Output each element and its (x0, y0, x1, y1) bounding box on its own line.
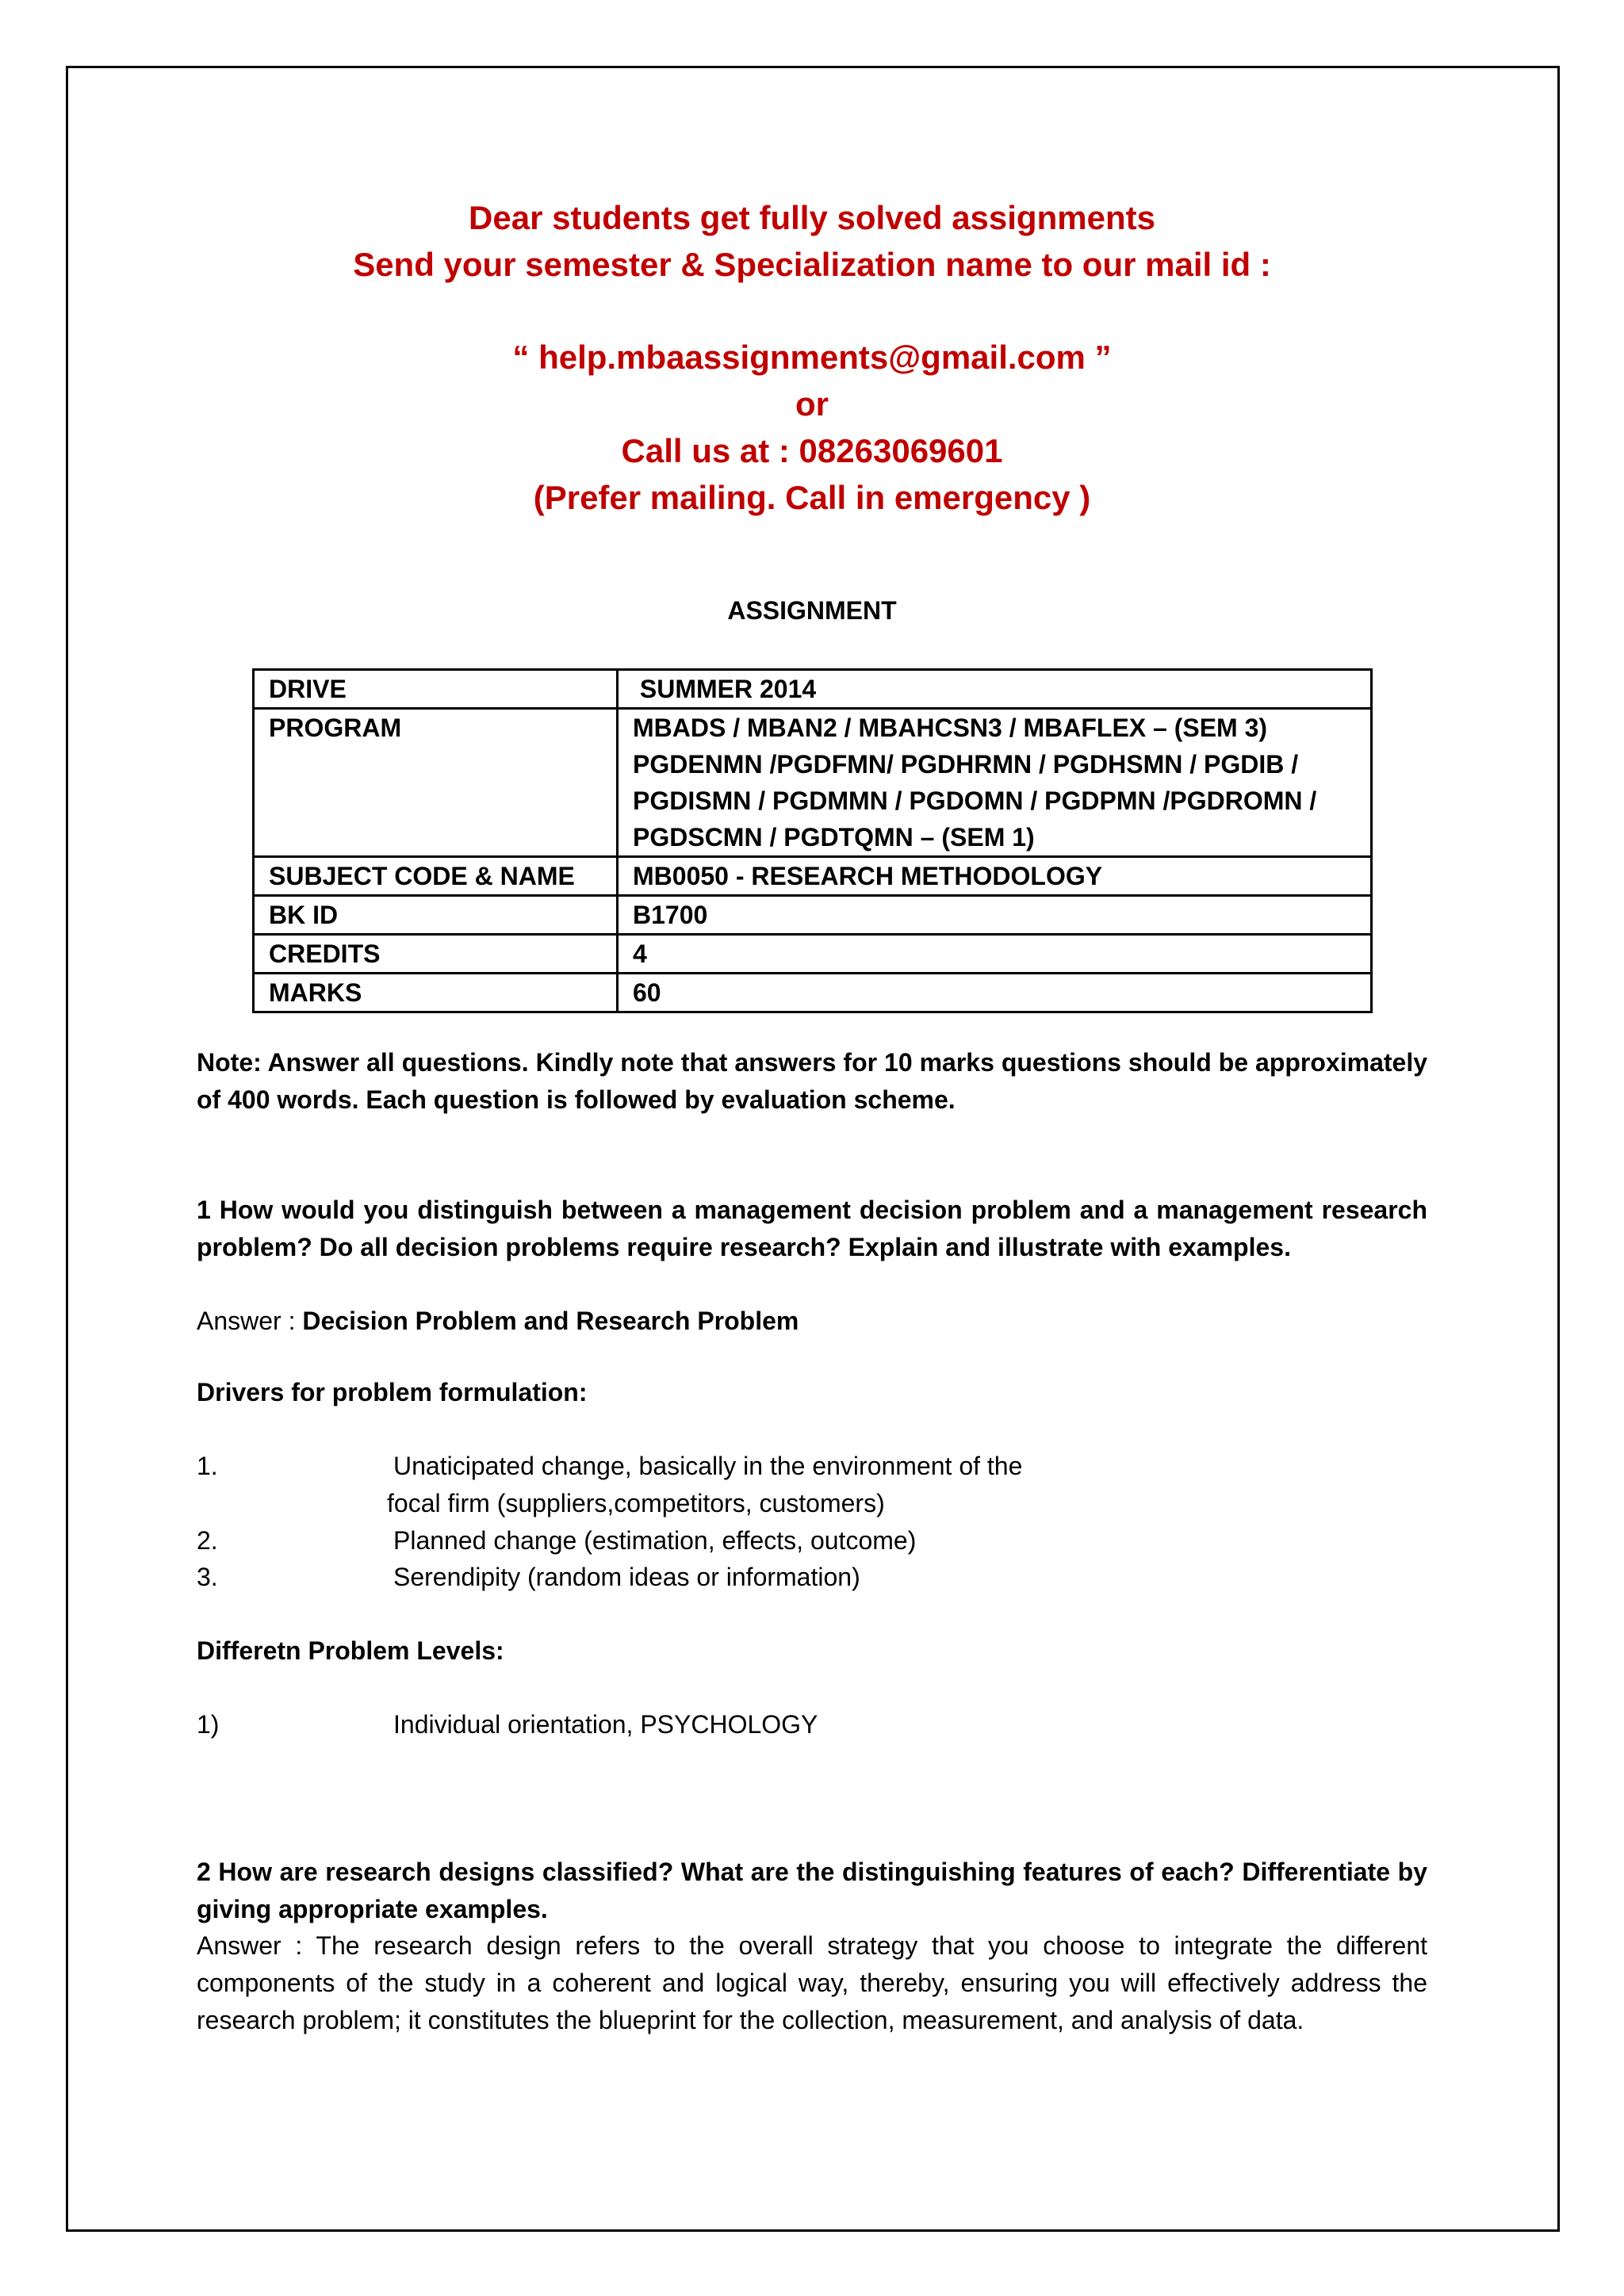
promo-email: “ help.mbaassignments@gmail.com ” (512, 339, 1112, 376)
row-label: BK ID (254, 896, 618, 935)
row-label: CREDITS (254, 935, 618, 974)
driver-text: Serendipity (random ideas or information) (393, 1563, 860, 1591)
note-paragraph: Note: Answer all questions. Kindly note that answers for 10 marks questions should be approximately of 400 words. Each question is followed by evaluation scheme. (197, 1048, 1427, 1114)
answer-2: Answer : The research design refers to the overall strategy that you choose to integrate the different components of the study in a coherent and logical way, thereby, ensuring you will effectively address the research problem; it constitutes the blueprint for the collection, measurement, and analysis of data. (197, 1931, 1427, 2034)
answer-label: Answer : (197, 1307, 303, 1335)
driver-text: Unaticipated change, basically in the environment of the (393, 1452, 1023, 1480)
driver-text-continued: focal firm (suppliers,competitors, customers) (387, 1489, 885, 1517)
level-number: 1) (197, 1710, 220, 1739)
row-label: SUBJECT CODE & NAME (254, 857, 618, 896)
row-value: MB0050 - RESEARCH METHODOLOGY (618, 857, 1372, 896)
driver-number: 1. (197, 1452, 218, 1480)
promo-prefer: (Prefer mailing. Call in emergency ) (533, 479, 1091, 516)
table-row (254, 896, 1372, 935)
row-value: 60 (618, 974, 1372, 1012)
promo-line-2: Send your semester & Specialization name to our mail id : (353, 246, 1271, 283)
driver-number: 3. (197, 1563, 218, 1591)
row-value: 4 (618, 935, 1372, 974)
row-label: PROGRAM (254, 709, 618, 857)
row-label: DRIVE (254, 670, 618, 709)
table-row (254, 709, 1372, 857)
driver-text: Planned change (estimation, effects, outcome) (393, 1526, 917, 1555)
row-label: MARKS (254, 974, 618, 1012)
level-text: Individual orientation, PSYCHOLOGY (393, 1710, 818, 1739)
question-1: 1 How would you distinguish between a management decision problem and a management research problem? Do all decision problems require research? Explain and illustrate with examples. (197, 1196, 1427, 1261)
question-2: 2 How are research designs classified? What are the distinguishing features of each? Differentiate by giving appropriate examples. (197, 1858, 1427, 1923)
row-value: SUMMER 2014 (618, 670, 1372, 709)
assignment-info-table (252, 668, 1373, 1013)
answer-title: Decision Problem and Research Problem (302, 1307, 799, 1335)
levels-heading: Differetn Problem Levels: (197, 1636, 504, 1665)
promo-call: Call us at : 08263069601 (621, 432, 1003, 469)
driver-number: 2. (197, 1526, 218, 1555)
promo-or: or (795, 385, 829, 423)
drivers-heading: Drivers for problem formulation: (197, 1378, 588, 1406)
assignment-heading: ASSIGNMENT (727, 596, 897, 625)
answer-1-heading (197, 1303, 1427, 1340)
row-value: MBADS / MBAN2 / MBAHCSN3 / MBAFLEX – (SEM 3) PGDENMN /PGDFMN/ PGDHRMN / PGDHSMN / PGDIB / PGDISMN / PGDMMN / PGDOMN / PGDPMN /PGDROMN / PGDSCMN / PGDTQMN – (SEM 1) (618, 709, 1372, 857)
promo-line-1: Dear students get fully solved assignments (469, 199, 1155, 236)
table-row (254, 670, 1372, 709)
table-row (254, 935, 1372, 974)
table-row (254, 974, 1372, 1012)
row-value: B1700 (618, 896, 1372, 935)
table-row (254, 857, 1372, 896)
